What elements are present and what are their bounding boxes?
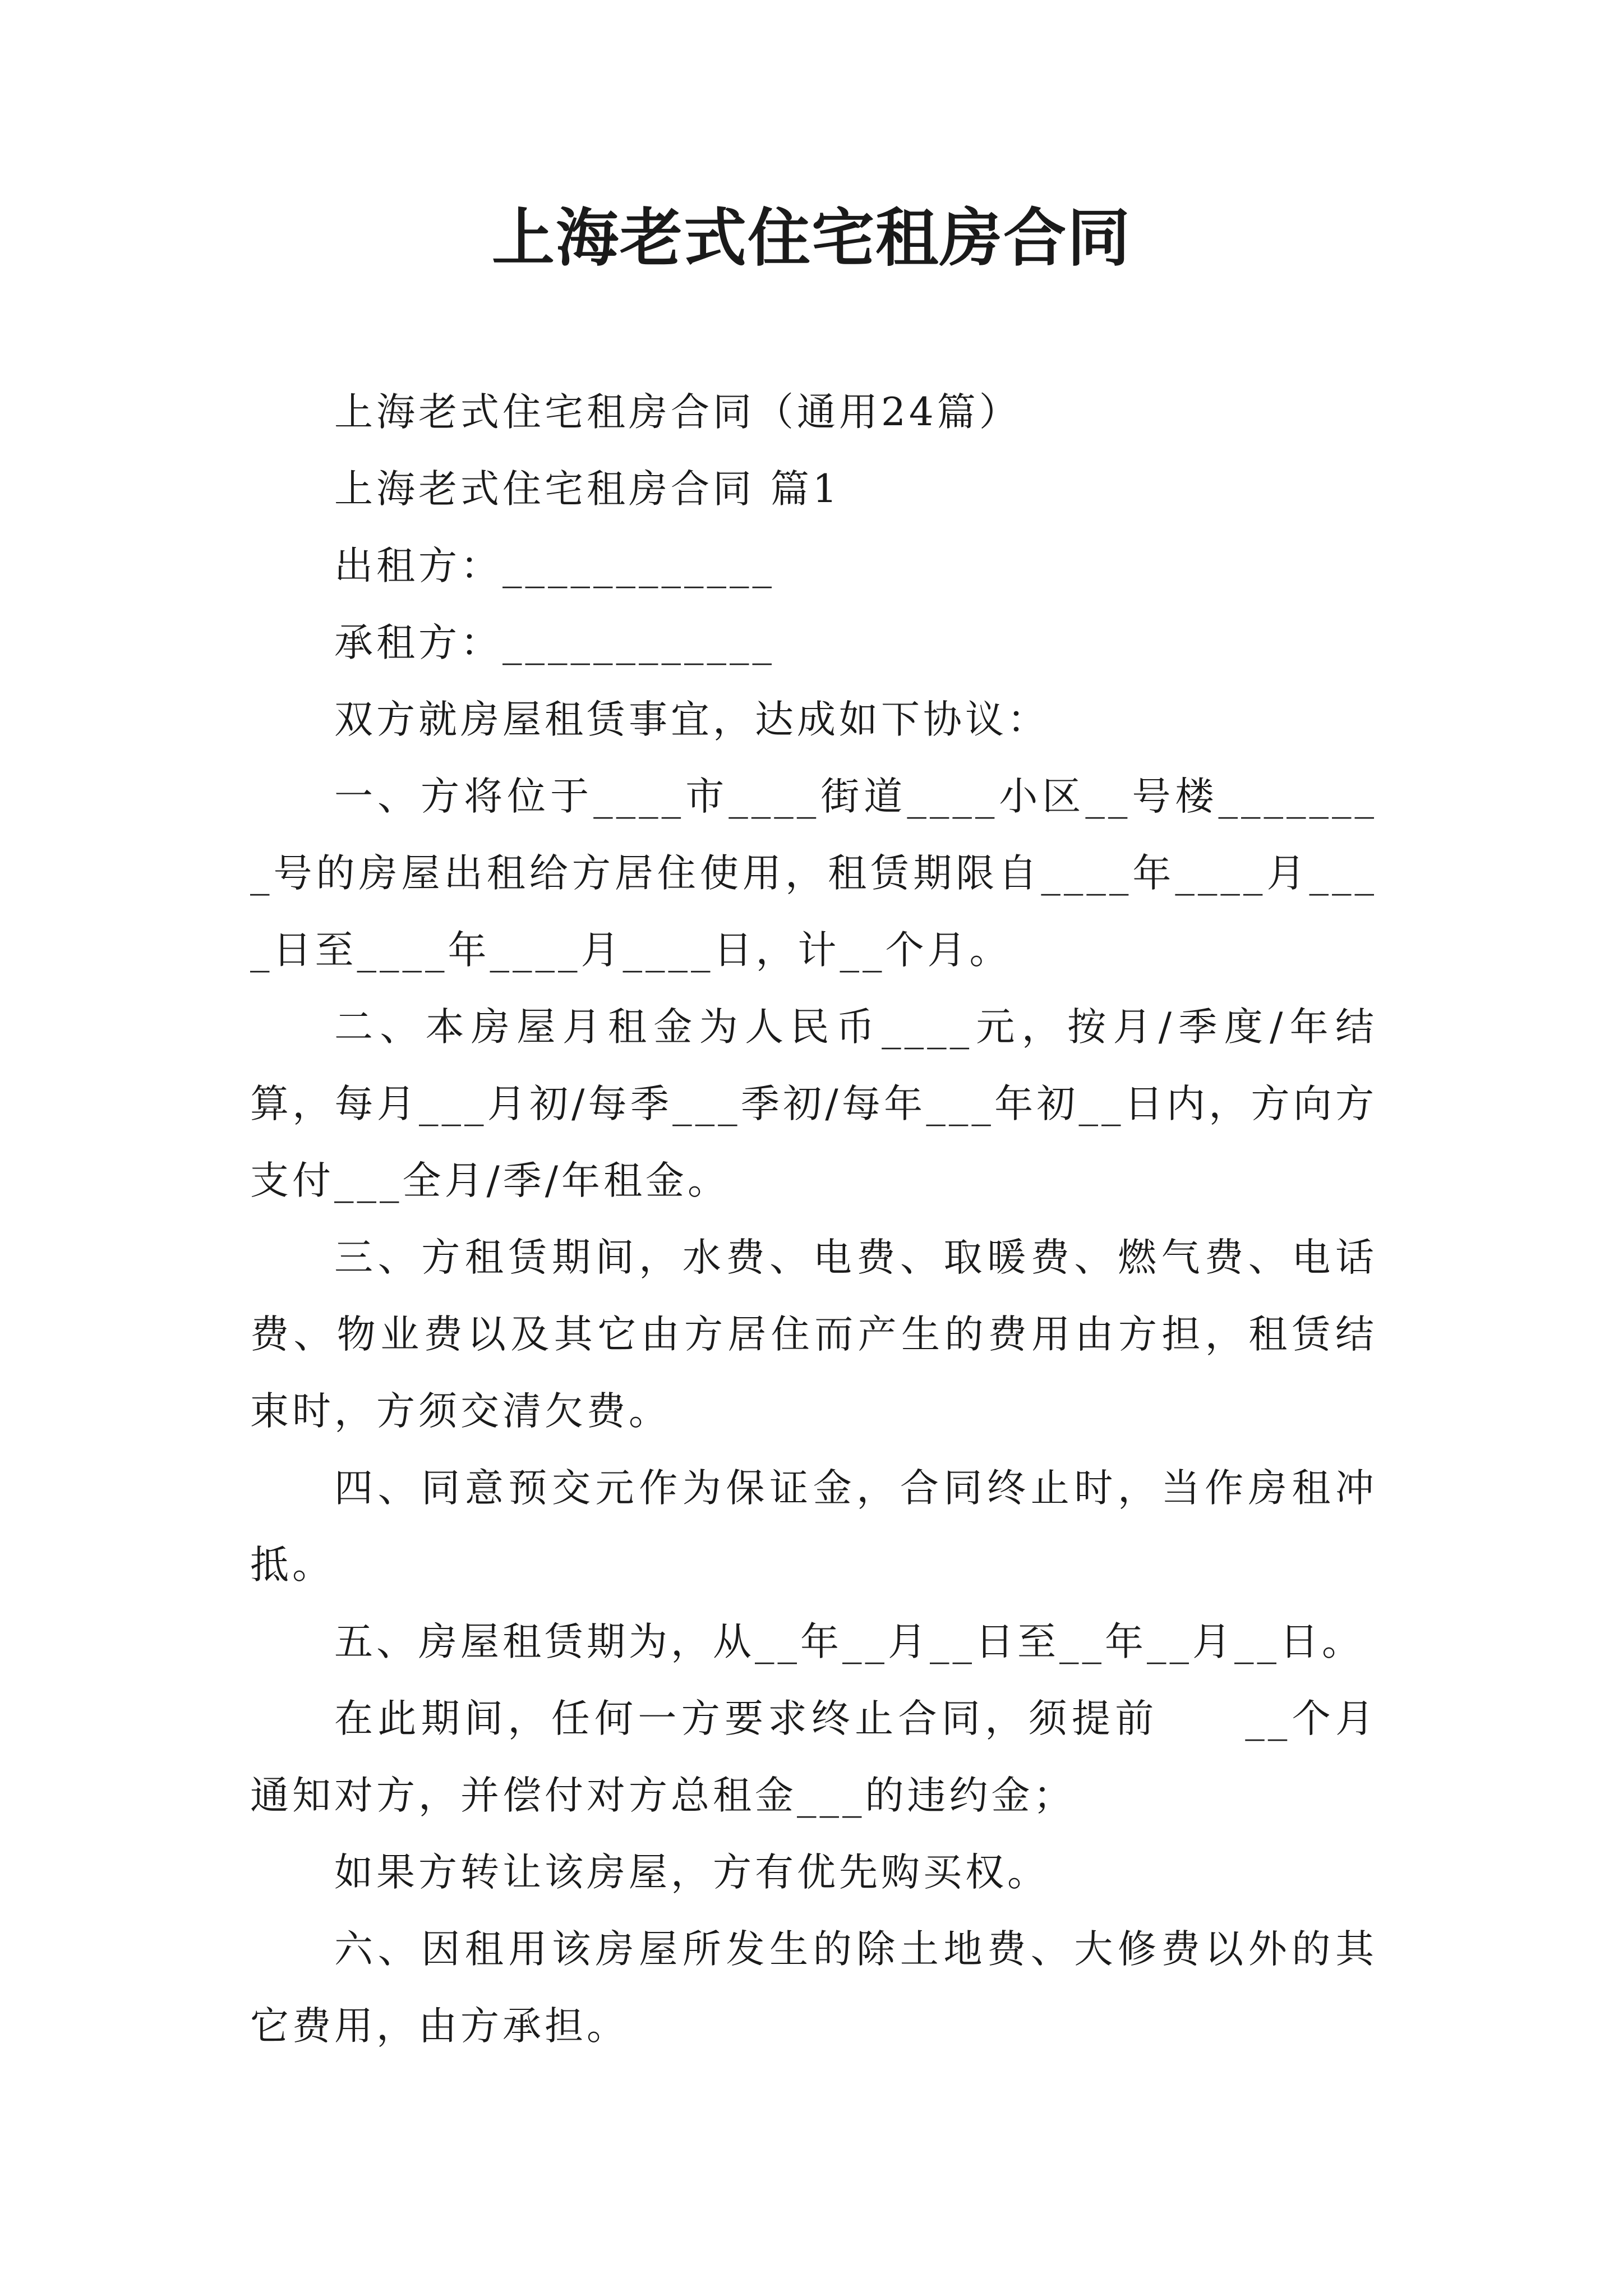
paragraph-purchase-right: 如果方转让该房屋，方有优先购买权。	[334, 1850, 1049, 1895]
paragraph-lessee: 承租方：____________	[334, 620, 775, 665]
paragraph-subtitle: 上海老式住宅租房合同（通用24篇）	[334, 390, 1021, 435]
document-title: 上海老式住宅租房合同	[492, 201, 1131, 275]
paragraph-clause-1: 一、方将位于____市____街道____小区__号楼________号的房屋出租给方居住使用，租赁期限自____年____月____日至____年____月____日，计__个月。	[250, 774, 1378, 973]
paragraph-clause-5: 五、房屋租赁期为，从__年__月__日至__年__月__日。	[334, 1619, 1364, 1664]
paragraph-clause-2: 二、本房屋月租金为人民币____元，按月/季度/年结算，每月___月初/每季___季初/每年___年初__日内，方向方支付___全月/季/年租金。	[250, 1005, 1377, 1203]
paragraph-clause-4: 四、同意预交元作为保证金，合同终止时，当作房租冲抵。	[250, 1466, 1377, 1588]
paragraph-clause-6: 六、因租用该房屋所发生的除土地费、大修费以外的其它费用，由方承担。	[250, 1927, 1377, 2049]
paragraph-article-heading: 上海老式住宅租房合同 篇1	[334, 467, 841, 512]
paragraph-lessor: 出租方：____________	[334, 544, 775, 588]
paragraph-clause-3: 三、方租赁期间，水费、电费、取暖费、燃气费、电话费、物业费以及其它由方居住而产生的费用由方担，租赁结束时，方须交清欠费。	[250, 1235, 1377, 1434]
paragraph-agreement-intro: 双方就房屋租赁事宜，达成如下协议：	[334, 697, 1049, 742]
document-body	[250, 374, 1377, 2065]
paragraph-termination: 在此期间，任何一方要求终止合同，须提前 __个月通知对方，并偿付对方总租金___的违约金；	[250, 1696, 1377, 1818]
